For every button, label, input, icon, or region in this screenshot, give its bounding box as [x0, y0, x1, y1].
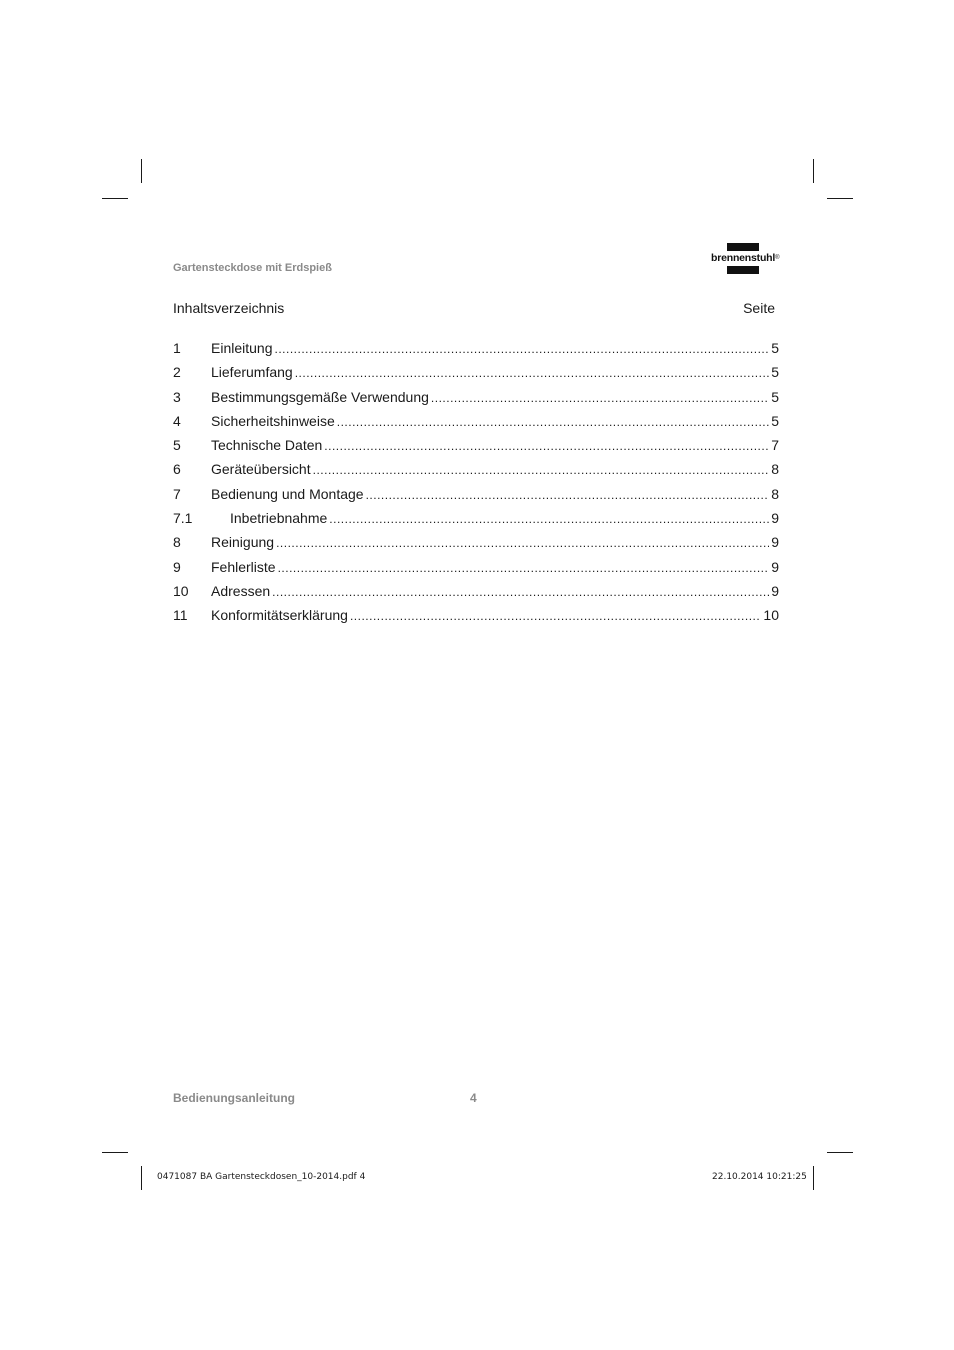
toc-list: [173, 340, 779, 632]
toc-entry-page: 9: [771, 558, 779, 575]
toc-leader-dots: [295, 366, 769, 380]
toc-entry-title: Reinigung: [211, 534, 275, 551]
toc-entry-title: Bedienung und Montage: [211, 485, 364, 502]
crop-mark-top-left-vertical: [141, 159, 142, 183]
toc-entry-reinigung[interactable]: [173, 534, 779, 558]
registered-mark: ®: [775, 255, 780, 261]
toc-leader-dots: [313, 463, 770, 477]
toc-entry-page: 9: [771, 510, 779, 527]
footer-label: Bedienungsanleitung: [173, 1091, 296, 1105]
toc-entry-number: 11: [173, 607, 188, 624]
toc-entry-title: Einleitung: [211, 340, 273, 356]
toc-entry-number: 7.1: [173, 510, 193, 527]
toc-entry-page: 8: [771, 461, 779, 478]
toc-heading-row: [173, 300, 775, 316]
toc-entry-title: Konformitätserklärung: [211, 607, 348, 624]
toc-leader-dots: [324, 439, 769, 453]
toc-entry-adressen[interactable]: [173, 583, 779, 607]
toc-entry-lieferumfang[interactable]: [173, 364, 779, 388]
toc-entry-number: 7: [173, 485, 181, 502]
toc-leader-dots: [278, 561, 770, 575]
toc-heading: Inhaltsverzeichnis: [173, 300, 285, 316]
crop-mark-bottom-right-horizontal: [827, 1152, 853, 1153]
toc-entry-number: 9: [173, 558, 181, 575]
toc-entry-number: 2: [173, 364, 181, 381]
logo-bar-top: [727, 243, 759, 251]
toc-leader-dots: [272, 585, 769, 599]
toc-entry-number: 1: [173, 340, 181, 356]
toc-page-label: Seite: [743, 300, 775, 316]
toc-entry-title: Lieferumfang: [211, 364, 293, 381]
toc-entry-bedienung-und-montage[interactable]: [173, 486, 779, 510]
toc-entry-page: 5: [771, 388, 779, 405]
toc-entry-bestimmungsgemaesse-verwendung[interactable]: [173, 389, 779, 413]
document-title: Gartensteckdose mit Erdspieß: [173, 262, 332, 274]
toc-entry-page: 10: [763, 607, 779, 624]
toc-entry-page: 5: [771, 364, 779, 381]
toc-entry-page: 8: [771, 485, 779, 502]
logo-wordmark: [711, 252, 779, 264]
toc-leader-dots: [350, 609, 761, 623]
toc-entry-number: 4: [173, 412, 181, 429]
toc-entry-title: Technische Daten: [211, 437, 323, 454]
toc-entry-fehlerliste[interactable]: [173, 559, 779, 583]
toc-entry-number: 3: [173, 388, 181, 405]
brand-logo: [711, 243, 783, 277]
toc-entry-title: Bestimmungsgemäße Verwendung: [211, 388, 429, 405]
crop-mark-bottom-left-vertical: [141, 1166, 142, 1190]
toc-entry-konformitaetserklaerung[interactable]: [173, 607, 779, 631]
footer-page-number: 4: [470, 1091, 477, 1105]
toc-entry-number: 10: [173, 582, 189, 599]
logo-bar-bottom: [727, 266, 759, 274]
toc-entry-inbetriebnahme[interactable]: [173, 510, 779, 534]
toc-entry-title: Adressen: [211, 582, 271, 599]
toc-entry-title: Inbetriebnahme: [230, 510, 328, 527]
toc-entry-title: Fehlerliste: [211, 558, 276, 575]
toc-entry-einleitung[interactable]: [173, 340, 779, 364]
toc-leader-dots: [276, 536, 769, 550]
toc-entry-number: 6: [173, 461, 181, 478]
toc-leader-dots: [431, 391, 769, 405]
toc-entry-title: Geräteübersicht: [211, 461, 311, 478]
toc-entry-page: 9: [771, 582, 779, 599]
logo-text: brennenstuhl: [711, 252, 776, 264]
toc-entry-sicherheitshinweise[interactable]: [173, 413, 779, 437]
toc-entry-geraeteuebersicht[interactable]: [173, 461, 779, 485]
toc-leader-dots: [275, 342, 770, 356]
crop-mark-bottom-right-vertical: [813, 1166, 814, 1190]
crop-mark-top-right-horizontal: [827, 198, 853, 199]
toc-leader-dots: [337, 415, 769, 429]
toc-entry-page: 7: [771, 437, 779, 454]
toc-entry-number: 8: [173, 534, 181, 551]
crop-mark-bottom-left-horizontal: [102, 1152, 128, 1153]
print-slug-file: 0471087 BA Gartensteckdosen_10-2014.pdf 4: [157, 1172, 366, 1182]
toc-entry-page: 5: [771, 412, 779, 429]
toc-entry-technische-daten[interactable]: [173, 437, 779, 461]
print-slug-timestamp: 22.10.2014 10:21:25: [712, 1172, 807, 1182]
toc-entry-title: Sicherheitshinweise: [211, 412, 335, 429]
toc-leader-dots: [329, 512, 769, 526]
toc-leader-dots: [366, 488, 770, 502]
toc-entry-page: 5: [771, 340, 779, 356]
crop-mark-top-right-vertical: [813, 159, 814, 183]
toc-entry-page: 9: [771, 534, 779, 551]
crop-mark-top-left-horizontal: [102, 198, 128, 199]
toc-entry-number: 5: [173, 437, 181, 454]
